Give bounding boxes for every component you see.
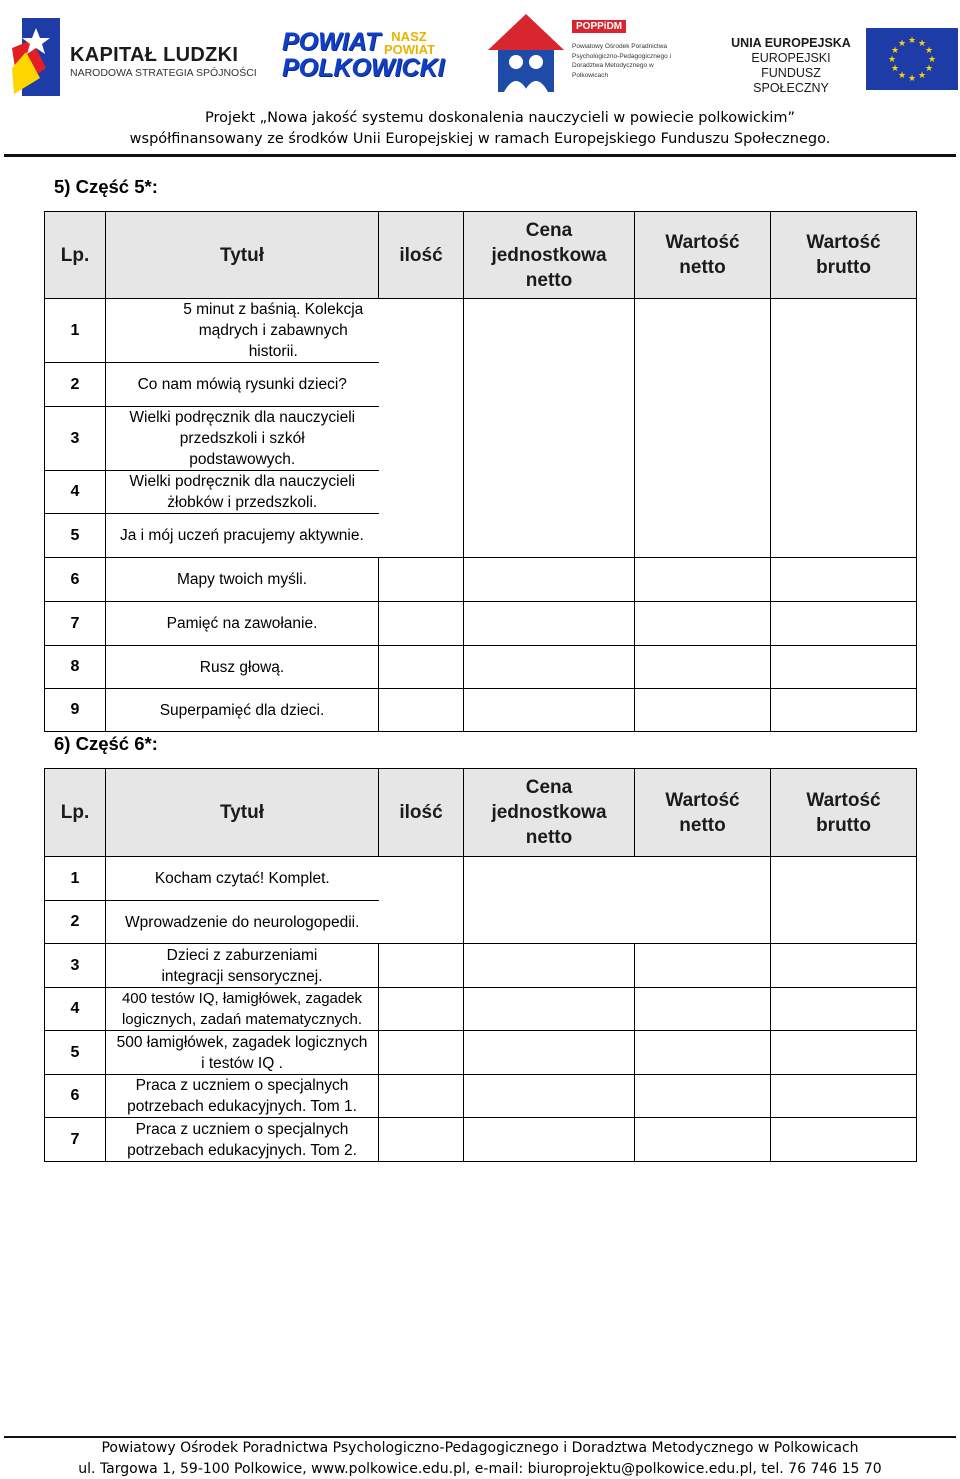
row-lp: 7 bbox=[45, 602, 106, 646]
row-gross bbox=[771, 646, 917, 689]
kapital-ludzki-logo bbox=[6, 18, 257, 98]
svg-text:★: ★ bbox=[890, 64, 900, 74]
row-price bbox=[464, 857, 635, 901]
row-net bbox=[635, 299, 771, 363]
row-gross bbox=[771, 1031, 917, 1075]
poppidm-logo bbox=[484, 4, 684, 94]
row-lp: 8 bbox=[45, 646, 106, 689]
row-gross bbox=[771, 1118, 917, 1162]
header-divider bbox=[4, 154, 956, 157]
row-gross bbox=[771, 901, 917, 944]
section5-heading: 5) Część 5*: bbox=[54, 176, 158, 197]
svg-text:★: ★ bbox=[924, 46, 934, 56]
row-qty bbox=[379, 689, 464, 732]
eu-text-line3: FUNDUSZ SPOŁECZNY bbox=[753, 66, 829, 95]
eu-text bbox=[726, 36, 856, 96]
row-price bbox=[464, 944, 635, 988]
row-title: Wprowadzenie do neurologopedii. bbox=[106, 901, 379, 944]
table-row bbox=[45, 407, 917, 471]
col-net-header: Wartość netto bbox=[635, 212, 771, 299]
table-row bbox=[45, 901, 917, 944]
row-net bbox=[635, 857, 771, 901]
row-price bbox=[464, 1075, 635, 1118]
row-qty bbox=[379, 558, 464, 602]
powiat-polkowicki-logo bbox=[282, 28, 445, 88]
row-gross bbox=[771, 988, 917, 1031]
col-gross-header: Wartość brutto bbox=[771, 212, 917, 299]
row-net bbox=[635, 471, 771, 514]
svg-text:★: ★ bbox=[924, 64, 934, 74]
row-qty bbox=[379, 1075, 464, 1118]
col-gross-header: Wartość brutto bbox=[771, 769, 917, 857]
row-lp: 5 bbox=[45, 514, 106, 558]
row-qty bbox=[379, 901, 464, 944]
powiat-text: POWIAT bbox=[282, 28, 381, 56]
row-qty bbox=[379, 299, 464, 363]
polkowicki-text: POLKOWICKI bbox=[282, 54, 445, 82]
row-price bbox=[464, 646, 635, 689]
row-net bbox=[635, 988, 771, 1031]
row-net bbox=[635, 602, 771, 646]
row-qty bbox=[379, 407, 464, 471]
table-row bbox=[45, 471, 917, 514]
poppidm-name: POPPiDM bbox=[572, 20, 626, 33]
row-lp: 1 bbox=[45, 299, 106, 363]
row-price bbox=[464, 299, 635, 363]
kapital-ludzki-emblem-icon bbox=[12, 18, 60, 96]
table-row bbox=[45, 988, 917, 1031]
row-net bbox=[635, 689, 771, 732]
row-price bbox=[464, 1118, 635, 1162]
row-gross bbox=[771, 1075, 917, 1118]
row-price bbox=[464, 363, 635, 407]
row-lp: 5 bbox=[45, 1031, 106, 1075]
row-net bbox=[635, 944, 771, 988]
row-price bbox=[464, 901, 635, 944]
poppidm-emblem-icon bbox=[484, 10, 568, 94]
row-title: Mapy twoich myśli. bbox=[106, 558, 379, 602]
nasz-powiat-badge: NASZ POWIAT bbox=[384, 29, 436, 57]
col-qty-header: ilość bbox=[379, 769, 464, 857]
row-title: Wielki podręcznik dla nauczycieli przedszkoli i szkół podstawowych. bbox=[106, 407, 379, 471]
row-qty bbox=[379, 363, 464, 407]
row-price bbox=[464, 514, 635, 558]
table-row bbox=[45, 1031, 917, 1075]
svg-text:★: ★ bbox=[907, 36, 917, 46]
row-qty bbox=[379, 602, 464, 646]
svg-text:★: ★ bbox=[897, 39, 907, 49]
table-row bbox=[45, 602, 917, 646]
row-title: Praca z uczniem o specjalnych potrzebach edukacyjnych. Tom 1. bbox=[106, 1075, 379, 1118]
col-lp-header: Lp. bbox=[45, 769, 106, 857]
row-title: 500 łamigłówek, zagadek logicznych i testów IQ . bbox=[106, 1031, 379, 1075]
svg-text:★: ★ bbox=[917, 71, 927, 81]
eu-text-line1: UNIA EUROPEJSKA bbox=[731, 36, 851, 50]
project-title-line1: Projekt „Nowa jakość systemu doskonalenia nauczycieli w powiecie polkowickim” bbox=[204, 110, 796, 126]
row-title: Praca z uczniem o specjalnych potrzebach edukacyjnych. Tom 2. bbox=[106, 1118, 379, 1162]
col-net-header: Wartość netto bbox=[635, 769, 771, 857]
row-gross bbox=[771, 471, 917, 514]
row-qty bbox=[379, 857, 464, 901]
row-qty bbox=[379, 988, 464, 1031]
row-net bbox=[635, 407, 771, 471]
table-header-row bbox=[45, 769, 917, 857]
table-row bbox=[45, 558, 917, 602]
eu-text-line2: EUROPEJSKI bbox=[751, 51, 831, 65]
row-gross bbox=[771, 363, 917, 407]
row-lp: 4 bbox=[45, 471, 106, 514]
svg-text:★: ★ bbox=[887, 55, 897, 65]
row-net bbox=[635, 1075, 771, 1118]
row-title: Superpamięć dla dzieci. bbox=[106, 689, 379, 732]
project-title-line2: współfinansowany ze środków Unii Europejskiej w ramach Europejskiego Funduszu Społecznego. bbox=[129, 131, 831, 147]
row-qty bbox=[379, 1031, 464, 1075]
row-price bbox=[464, 407, 635, 471]
row-lp: 1 bbox=[45, 857, 106, 901]
row-gross bbox=[771, 407, 917, 471]
row-title: Rusz głową. bbox=[106, 646, 379, 689]
row-price bbox=[464, 1031, 635, 1075]
table-row bbox=[45, 646, 917, 689]
kapital-ludzki-title: KAPITAŁ LUDZKI bbox=[70, 44, 239, 66]
row-title: 5 minut z baśnią. Kolekcja mądrych i zabawnych historii. bbox=[106, 299, 379, 363]
row-price bbox=[464, 471, 635, 514]
row-lp: 3 bbox=[45, 407, 106, 471]
svg-text:★: ★ bbox=[917, 39, 927, 49]
row-net bbox=[635, 514, 771, 558]
row-lp: 7 bbox=[45, 1118, 106, 1162]
row-net bbox=[635, 1031, 771, 1075]
row-title: Pamięć na zawołanie. bbox=[106, 602, 379, 646]
row-gross bbox=[771, 689, 917, 732]
kapital-ludzki-subtitle: NARODOWA STRATEGIA SPÓJNOŚCI bbox=[70, 67, 257, 79]
row-lp: 6 bbox=[45, 1075, 106, 1118]
col-lp-header: Lp. bbox=[45, 212, 106, 299]
row-lp: 2 bbox=[45, 901, 106, 944]
eu-logo bbox=[726, 26, 960, 95]
row-qty bbox=[379, 514, 464, 558]
row-net bbox=[635, 363, 771, 407]
row-net bbox=[635, 901, 771, 944]
row-title: 400 testów IQ, łamigłówek, zagadek logicznych, zadań matematycznych. bbox=[106, 988, 379, 1031]
table-header-row bbox=[45, 212, 917, 299]
row-lp: 6 bbox=[45, 558, 106, 602]
table-row bbox=[45, 1118, 917, 1162]
col-title-header: Tytuł bbox=[106, 769, 379, 857]
section6-heading: 6) Część 6*: bbox=[54, 733, 158, 754]
row-qty bbox=[379, 471, 464, 514]
row-price bbox=[464, 689, 635, 732]
row-title: Wielki podręcznik dla nauczycieli żłobków i przedszkoli. bbox=[106, 471, 379, 514]
row-lp: 9 bbox=[45, 689, 106, 732]
row-net bbox=[635, 646, 771, 689]
footer-line2: ul. Targowa 1, 59-100 Polkowice, www.polkowice.edu.pl, e-mail: biuroprojektu@polkowice.edu.pl, tel. 76 746 15 70 bbox=[78, 1461, 882, 1477]
poppidm-description: Powiatowy Ośrodek Poradnictwa Psychologiczno-Pedagogicznego i Doradztwa Metodycznego w Polkowicach bbox=[572, 43, 672, 79]
row-title: Kocham czytać! Komplet. bbox=[106, 857, 379, 901]
row-qty bbox=[379, 1118, 464, 1162]
row-price bbox=[464, 602, 635, 646]
row-gross bbox=[771, 944, 917, 988]
svg-text:★: ★ bbox=[907, 74, 917, 84]
row-net bbox=[635, 558, 771, 602]
section5-table bbox=[44, 211, 917, 732]
row-lp: 3 bbox=[45, 944, 106, 988]
row-gross bbox=[771, 602, 917, 646]
row-price bbox=[464, 988, 635, 1031]
col-price-header: Cena jednostkowa netto bbox=[464, 212, 635, 299]
svg-text:★: ★ bbox=[927, 55, 937, 65]
row-qty bbox=[379, 944, 464, 988]
row-gross bbox=[771, 514, 917, 558]
col-price-header: Cena jednostkowa netto bbox=[464, 769, 635, 857]
row-lp: 4 bbox=[45, 988, 106, 1031]
row-title: Dzieci z zaburzeniami integracji sensorycznej. bbox=[106, 944, 379, 988]
col-title-header: Tytuł bbox=[106, 212, 379, 299]
section6-table bbox=[44, 768, 917, 1162]
table-row bbox=[45, 1075, 917, 1118]
row-title: Co nam mówią rysunki dzieci? bbox=[106, 363, 379, 407]
row-gross bbox=[771, 558, 917, 602]
table-row bbox=[45, 857, 917, 901]
footer-line1: Powiatowy Ośrodek Poradnictwa Psychologiczno-Pedagogicznego i Doradztwa Metodycznego w Polkowicach bbox=[101, 1440, 859, 1456]
row-gross bbox=[771, 299, 917, 363]
table-row bbox=[45, 514, 917, 558]
eu-flag-icon bbox=[866, 28, 958, 90]
row-qty bbox=[379, 646, 464, 689]
table-row bbox=[45, 299, 917, 363]
row-price bbox=[464, 558, 635, 602]
row-title: Ja i mój uczeń pracujemy aktywnie. bbox=[106, 514, 379, 558]
row-net bbox=[635, 1118, 771, 1162]
table-row bbox=[45, 363, 917, 407]
table-row bbox=[45, 689, 917, 732]
table-row bbox=[45, 944, 917, 988]
svg-text:★: ★ bbox=[897, 71, 907, 81]
row-lp: 2 bbox=[45, 363, 106, 407]
svg-text:★: ★ bbox=[890, 46, 900, 56]
footer-divider bbox=[4, 1436, 956, 1438]
row-gross bbox=[771, 857, 917, 901]
col-qty-header: ilość bbox=[379, 212, 464, 299]
